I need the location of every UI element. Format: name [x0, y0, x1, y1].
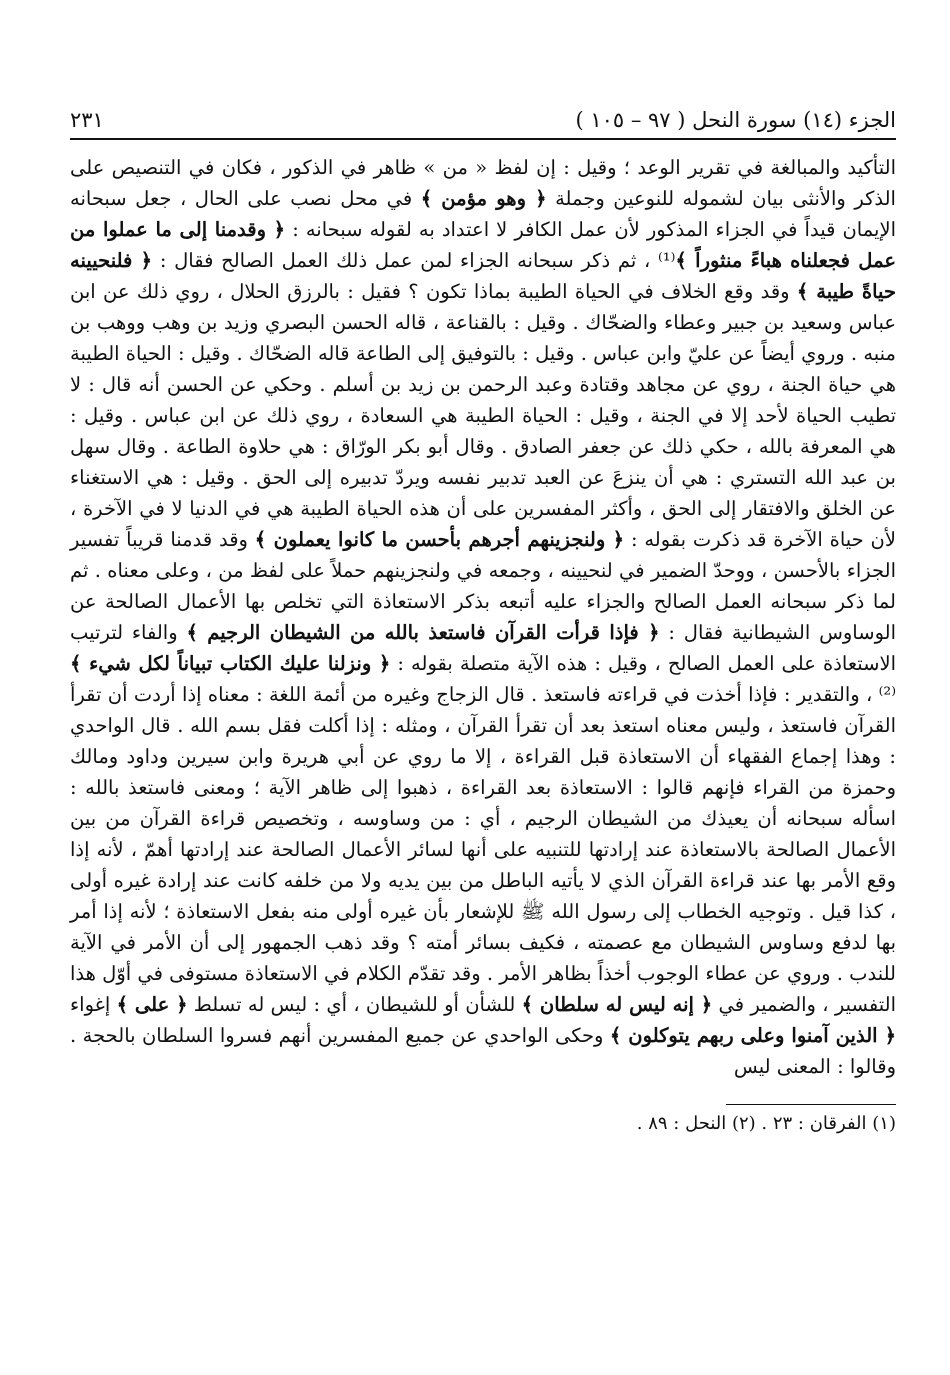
text-segment: ⁽²⁾ ، والتقدير : فإذا أخذت في قراءته فاستعذ . قال الزجاج وغيره من أئمة اللغة : معناه إذا أردت أن تقرأ القرآن فاستعذ ، وليس معناه استعذ بعد أن تقرأ القرآن ، ومثله : إذا أكلت فقل بسم الله . قال الواحدي : وهذا إجماع الفقهاء أن الاستعاذة قبل القراءة ، إلا ما روي عن أبي هريرة وابن سيرين وداود ومالك وحمزة من القراء فإنهم قالوا : الاستعاذة بعد القراءة ، ذهبوا إلى ظاهر الآية ؛ ومعنى فاستعذ بالله : اسأله سبحانه أن يعيذك من الشيطان الرجيم ، أي : من وساوسه ، وتخصيص قراءة القرآن من بين الأعمال الصالحة بالاستعاذة عند إرادتها للتنبيه على أنها لسائر الأعمال الصالحة عند إرادتها أهمّ ، لأنه إذا وقع الأمر بها عند قراءة القرآن الذي لا يأتيه الباطل من بين يديه ولا من خلفه كانت عند إرادة غيره أولى ، كذا قيل . وتوجيه الخطاب إلى رسول الله ﷺ للإشعار بأن غيره أولى منه بفعل الاستعاذة ؛ لأنه إذا أمر بها لدفع وساوس الشيطان مع عصمته ، فكيف بسائر أمته ؟ وقد ذهب الجمهور إلى أن الأمر في الآية للندب . وروي عن عطاء الوجوب أخذاً بظاهر الأمر . وقد تقدّم الكلام في الاستعاذة مستوفى في أوّل هذا التفسير ، والضمير في — [70, 683, 896, 1016]
text-segment: وقد وقع الخلاف في الحياة الطيبة بماذا تكون ؟ فقيل : بالرزق الحلال ، روي ذلك عن ابن عباس وسعيد بن جبير وعطاء والضحّاك . وقيل : بالقناعة ، قاله الحسن البصري وزيد بن وهب ووهب بن منبه . وروي أيضاً عن عليّ وابن عباس . وقيل : بالتوفيق إلى الطاعة قاله الضحّاك . وقيل : الحياة الطيبة هي حياة الجنة ، روي عن مجاهد وقتادة وعبد الرحمن بن زيد بن أسلم . وحكي عن الحسن أنه قال : لا تطيب الحياة لأحد إلا في الجنة ، وقيل : الحياة الطيبة هي السعادة ، روي ذلك عن ابن عباس . وقيل : هي المعرفة بالله ، حكي ذلك عن جعفر الصادق . وقال أبو بكر الورّاق : هي حلاوة الطاعة . وقال سهل بن عبد الله التستري : هي أن ينزعَ عن العبد تدبير نفسه ويردّ تدبيره إلى الحق . وقيل : هي الاستغناء عن الخلق والافتقار إلى الحق ، وأكثر المفسرين على أن هذه الحياة الطيبة هي في الدنيا لا في الآخرة ، لأن حياة الآخرة قد ذكرت بقوله : — [70, 280, 897, 551]
quran-verse: ﴿ وهو مؤمن ﴾ — [420, 187, 547, 210]
text-segment: للشأن أو للشيطان ، أي : ليس له تسلط — [187, 993, 522, 1016]
footnote-separator — [726, 1104, 896, 1105]
page — [70, 98, 896, 1134]
quran-verse: ﴿ فإذا قرأت القرآن فاستعذ بالله من الشيطان الرجيم ﴾ — [186, 621, 660, 644]
text-segment: وحكى الواحدي عن جميع المفسرين أنهم فسروا السلطان بالحجة . وقالوا : المعنى ليس — [70, 1024, 896, 1078]
quran-verse: ﴿ فلنحيينه حياةً طيبة ﴾ — [70, 249, 896, 303]
text-segment: التأكيد والمبالغة في تقرير الوعد ؛ وقيل : إن لفظ « من » ظاهر في الذكور ، فكان في التنصيص على الذكر والأنثى بيان لشموله للنوعين وجملة — [70, 156, 896, 210]
text-segment: في محل نصب على الحال ، جعل سبحانه الإيمان قيداً في الجزاء المذكور لأن عمل الكافر لا اعتداد به لقوله سبحانه : — [70, 187, 896, 241]
body-paragraph — [70, 152, 896, 1082]
header-rule — [70, 138, 896, 140]
text-segment: إغواء — [70, 993, 117, 1016]
header-title: الجزء (١٤) سورة النحل ( ٩٧ – ١٠٥ ) — [575, 108, 896, 132]
text-segment: والفاء لترتيب الاستعاذة على العمل الصالح ، وقيل : هذه الآية متصلة بقوله : — [70, 621, 896, 675]
quran-verse: ﴿ ولنجزينهم أجرهم بأحسن ما كانوا يعملون ﴾ — [254, 528, 625, 551]
page-number: ٢٣١ — [70, 108, 104, 132]
quran-verse: ﴿ إنه ليس له سلطان ﴾ — [521, 993, 713, 1016]
quran-verse: ﴿ على ﴾ — [116, 993, 188, 1016]
quran-verse: ﴿ ونزلنا عليك الكتاب تبياناً لكل شيء ﴾ — [70, 652, 391, 675]
text-segment: ⁽¹⁾ ، ثم ذكر سبحانه الجزاء لمن عمل ذلك العمل الصالح فقال : — [152, 249, 676, 272]
running-header — [70, 98, 896, 138]
text-segment: وقد قدمنا قريباً تفسير الجزاء بالأحسن ، ووحدّ الضمير في لنحيينه ، وجمعه في ولنجزينهم حملاً على لفظ من ، وعلى معناه . ثم لما ذكر سبحانه العمل الصالح والجزاء عليه أتبعه بذكر الاستعاذة التي تخلص بها الأعمال الصالحة عن الوساوس الشيطانية فقال : — [70, 528, 897, 644]
quran-verse: ﴿ الذين آمنوا وعلى ربهم يتوكلون ﴾ — [609, 1024, 896, 1047]
quran-verse: ﴿ وقدمنا إلى ما عملوا من عمل فجعلناه هباءً منثوراً ﴾ — [70, 218, 896, 272]
body-text — [70, 152, 896, 1082]
footnote: (١) الفرقان : ٢٣ . (٢) النحل : ٨٩ . — [636, 1113, 896, 1134]
